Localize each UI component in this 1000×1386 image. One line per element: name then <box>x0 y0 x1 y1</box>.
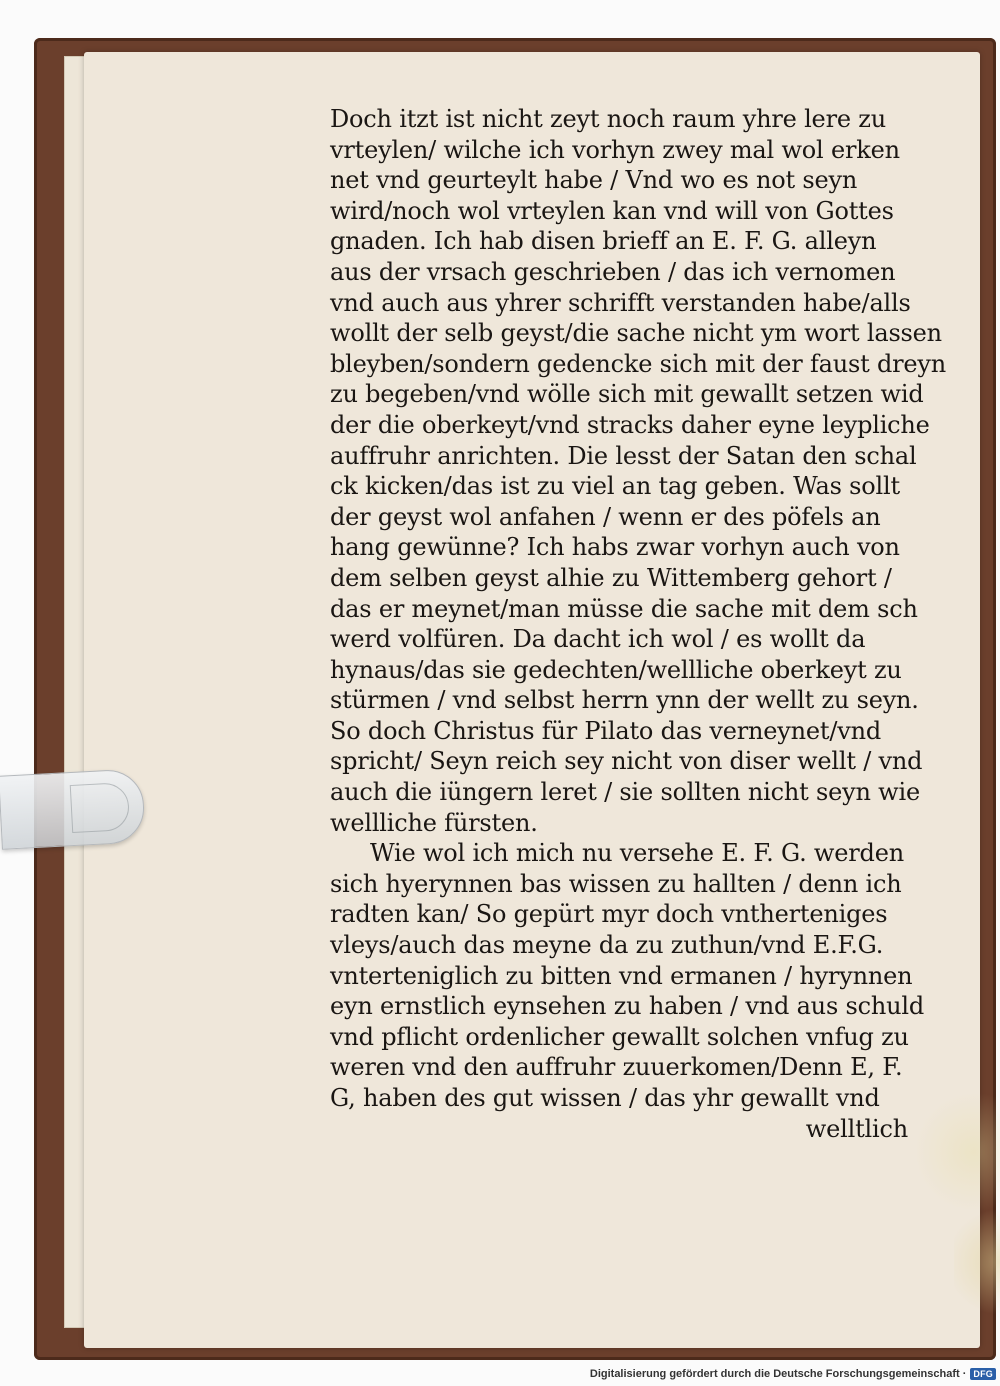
text-line: werd volfüren. Da dacht ich wol / es wollt da <box>330 625 866 654</box>
dfg-logo-icon: DFG <box>970 1368 996 1380</box>
text-line: vnterteniglich zu bitten vnd ermanen / hyrynnen <box>330 961 913 990</box>
text-line: aus der vrsach geschrieben / das ich vernomen <box>330 257 896 286</box>
page-clip <box>0 768 146 849</box>
text-line: das er meynet/man müsse die sache mit dem sch <box>330 594 918 623</box>
text-line: Doch itzt ist nicht zeyt noch raum yhre lere zu <box>330 105 886 133</box>
footer <box>0 1362 1000 1386</box>
text-line: Wie wol ich mich nu versehe E. F. G. werden <box>370 839 904 868</box>
text-line: auch die iüngern leret / sie sollten nicht seyn wie <box>330 778 920 807</box>
text-line: vleys/auch das meyne da zu zuthun/vnd E.F.G. <box>330 931 884 960</box>
text-line: hang gewünne? Ich habs zwar vorhyn auch von <box>330 533 900 562</box>
page-stain <box>954 1202 1000 1322</box>
text-line: der die oberkeyt/vnd stracks daher eyne leypliche <box>330 410 930 439</box>
text-line: wellliche fürsten. <box>330 808 538 837</box>
text-line: G, haben des gut wissen / das yhr gewallt vnd <box>330 1084 880 1112</box>
page-text <box>330 104 947 1144</box>
text-line: weren vnd den auffruhr zuuerkomen/Denn E, F. <box>330 1053 903 1082</box>
text-line: vnd auch aus yhrer schrifft verstanden habe/alls <box>330 288 911 317</box>
text-line: stürmen / vnd selbst herrn ynn der wellt zu seyn. <box>330 686 919 715</box>
text-line: gnaden. Ich hab disen brieff an E. F. G. alleyn <box>330 227 877 256</box>
text-line: wollt der selb geyst/die sache nicht ym wort lassen <box>330 319 942 348</box>
text-line: vnd pflicht ordenlicher gewallt solchen vnfug zu <box>330 1022 909 1051</box>
text-line: net vnd geurteylt habe / Vnd wo es not seyn <box>330 166 858 195</box>
text-line: sich hyerynnen bas wissen zu hallten / denn ich <box>330 869 902 898</box>
text-line: So doch Christus für Pilato das verneynet/vnd <box>330 716 882 745</box>
text-line: eyn ernstlich eynsehen zu haben / vnd aus schuld <box>330 992 924 1021</box>
text-line: vrteylen/ wilche ich vorhyn zwey mal wol erken <box>330 135 900 164</box>
page-clip-loop <box>70 782 130 833</box>
text-line: dem selben geyst alhie zu Wittemberg gehort / <box>330 563 892 592</box>
text-line: hynaus/das sie gedechten/wellliche oberkeyt zu <box>330 655 902 684</box>
text-line: radten kan/ So gepürt myr doch vntherteniges <box>330 900 888 929</box>
text-line: zu begeben/vnd wölle sich mit gewallt setzen wid <box>330 380 924 409</box>
funding-credit: Digitalisierung gefördert durch die Deutsche Forschungsgemeinschaft · <box>589 1368 967 1380</box>
text-line: auffruhr anrichten. Die lesst der Satan den schal <box>330 441 917 470</box>
text-line: der geyst wol anfahen / wenn er des pöfels an <box>330 502 881 531</box>
text-line: wird/noch wol vrteylen kan vnd will von Gottes <box>330 196 894 225</box>
text-line: bleyben/sondern gedencke sich mit der faust dreyn <box>330 349 947 378</box>
text-line: ck kicken/das ist zu viel an tag geben. Was sollt <box>330 472 900 501</box>
catchword: welltlich <box>805 1114 908 1143</box>
text-line: spricht/ Seyn reich sey nicht von diser wellt / vnd <box>330 747 923 776</box>
